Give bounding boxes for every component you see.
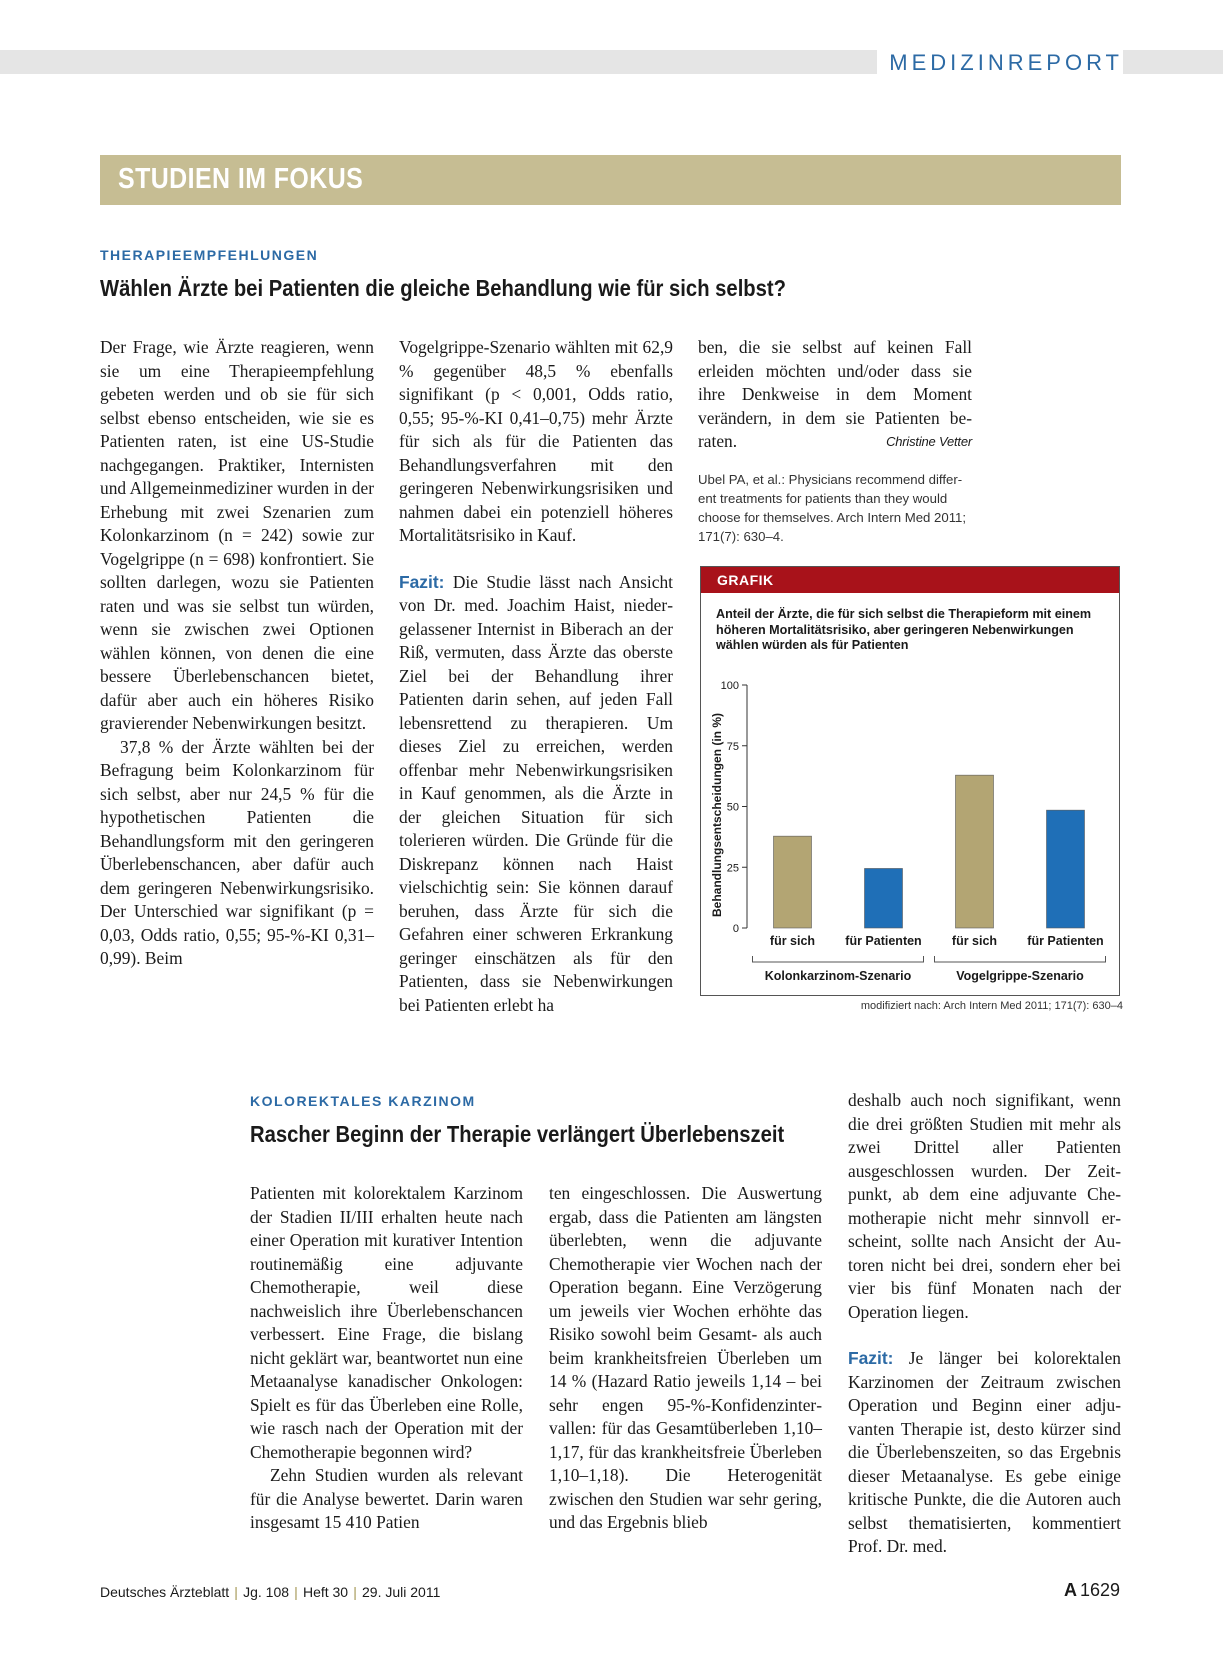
article1-column-2 <box>399 336 673 1017</box>
article1-paragraph: Der Frage, wie Ärzte reagieren, wenn sie um eine Therapieempfehlung gebeten werden und ob sie für sich selbst ebenso entscheiden, wie sie es Patienten raten, ist eine US-Studie nachgegangen. Praktiker, Internisten und Allgemeinmediziner wurden in der Erhebung mit zwei Szenarien zum Kolonkarzinom (n = 242) sowie zur Vogelgrippe (n = 698) konfrontiert. Sie sollten darlegen, wozu sie Patienten raten und was sie selbst tun würden, wenn sie zwischen zwei Optionen wählen können, von denen die eine bessere Überlebenschancen bietet, dafür aber auch ein höheres Risiko gravierender Nebenwirkungen besitzt. <box>100 337 374 733</box>
bar <box>865 868 903 928</box>
x-tick-label: für sich <box>951 934 998 948</box>
section-banner <box>100 155 1121 205</box>
reference: Ubel PA, et al.: Physicians recommend different treatments for patients than they would choose for themselves. Arch Intern Med 2011; 171(7): 630–4. <box>698 471 967 544</box>
article2-kicker: KOLOREKTALES KARZINOM <box>250 1093 476 1109</box>
y-tick-label: 25 <box>726 862 739 875</box>
footer-separator: | <box>294 1584 298 1600</box>
article2-column-1 <box>250 1182 523 1535</box>
section-label: MEDIZINREPORT <box>877 50 1123 74</box>
article2-fazit <box>848 1347 1121 1559</box>
fazit-text: Je länger bei kolorektalen Karzinomen der Zeitraum zwischen Operation und Beginn einer adjuvanten Therapie ist, desto kürzer sind die Überlebenszeiten, so das Ergebnis dieser Metaanalyse. Es gebe einige kritische Punkte, die die Autoren auch selbst thematisierten, kommentiert Prof. Dr. med. <box>848 1348 1121 1556</box>
footer-separator: | <box>353 1584 358 1600</box>
article2-paragraph: deshalb auch noch signifikant, wenn die drei größten Studien mit mehr als zwei Drittel aller Patienten ausgeschlossen wurden. Der Zeitpunkt, ab dem eine adjuvante Chemotherapie nicht mehr sinnvoll erscheint, sollte nach Ansicht der Autoren nicht bei drei, sondern eher bei vier bis fünf Monaten nach der Operation liegen. <box>848 1090 1121 1322</box>
author-name: Christine Vetter <box>886 434 972 449</box>
x-tick-label: für sich <box>769 934 816 948</box>
page-number-value: 1629 <box>1079 1580 1120 1600</box>
y-axis-label: Behandlungsentscheidungen (in %) <box>710 712 725 918</box>
article1-headline: Wählen Ärzte bei Patienten die gleiche Behandlung wie für sich selbst? <box>100 275 787 301</box>
fazit-label: Fazit: <box>399 571 445 592</box>
footer-separator: | <box>234 1584 239 1600</box>
article2-column-3 <box>848 1089 1121 1559</box>
fazit-text: Die Studie lässt nach Ansicht von Dr. med. Joachim Haist, niedergelassener Internist in Biberach an der Riß, vermuten, dass Ärzte das oberste Ziel bei der Behandlung ihrer Patienten darin sehen, auf jeden Fall lebensrettend zu therapieren. Um dieses Ziel zu erreichen, werden offenbar mehr Nebenwirkungsrisiken in Kauf genommen, als die Ärzte in der gleichen Situation für sich tolerieren würden. Die Gründe für die Diskrepanz können nach Haist vielschichtig sein: Sie können darauf beruhen, dass Ärzte für sich die Gefahren einer schweren Erkrankung geringer einschätzen als für den Patienten, dass sie Nebenwirkungen bei Patienten erlebt ha <box>399 571 673 1015</box>
article1-kicker: THERAPIEEMPFEHLUNGEN <box>100 247 319 263</box>
footer-date: 29. Juli 2011 <box>362 1584 441 1600</box>
page-number <box>1064 1580 1120 1601</box>
bar <box>1047 810 1085 928</box>
x-tick-label: für Patienten <box>1027 934 1104 948</box>
article2-headline: Rascher Beginn der Therapie verlängert Überlebenszeit <box>250 1121 785 1147</box>
footer-citation <box>100 1584 440 1600</box>
group-bracket <box>753 956 924 962</box>
chart-title: Anteil der Ärzte, die für sich selbst die Therapieform mit einem höheren Mortalitätsrisiko, aber geringeren Nebenwirkungen wählen würden als für Patienten <box>716 607 1092 652</box>
article2-paragraph: Zehn Studien wurden als relevant für die Analyse bewertet. Darin waren insgesamt 15 410 Patien <box>250 1465 523 1532</box>
footer-issue: Heft 30 <box>302 1584 349 1600</box>
article1-paragraph-text: ben, die sie selbst auf keinen Fall erleiden möchten und/oder dass sie ihre Denkweise in dem Moment verändern, in dem sie Patienten beraten. <box>698 337 972 451</box>
article2-paragraph: ten eingeschlossen. Die Auswertung ergab, dass die Patienten am längsten überlebten, wenn die adjuvante Chemotherapie vier Wochen nach der Operation begann. Eine Verzögerung um jeweils vier Wochen erhöhte das Risiko sowohl beim Gesamt- als auch beim krankheitsfreien Überleben um 14 % (Hazard Ratio jeweils 1,14 – bei sehr engen 95-%-Konfidenzintervallen: für das Gesamtüberleben 1,10–1,17, für das krankheitsfreie Überleben 1,10–1,18). Die Heterogenität zwischen den Studien war sehr gering, und das Ergebnis blieb <box>549 1183 822 1532</box>
grafik-label: GRAFIK <box>701 567 1119 593</box>
footer-journal: Deutsches Ärzteblatt <box>100 1584 230 1600</box>
article1-fazit <box>399 571 673 1018</box>
article1-column-3 <box>698 336 972 546</box>
y-tick-label: 50 <box>726 801 739 814</box>
y-tick-label: 100 <box>720 680 739 692</box>
bar <box>774 836 812 928</box>
bar-chart <box>701 567 1119 995</box>
footer-volume: Jg. 108 <box>243 1584 290 1600</box>
article1-paragraph <box>698 336 972 454</box>
article2-paragraph: Patienten mit kolorektalem Karzinom der Stadien II/III erhalten heute nach einer Operation mit kurativer Intention routinemäßig eine adjuvante Chemotherapie, weil diese nachweislich ihre Überlebenschancen verbessert. Eine Frage, die bislang nicht geklärt war, beantwortet nun eine Metaanalyse kanadischer Onkologen: Spielt es für das Überleben eine Rolle, wie rasch nach der Operation mit der Chemotherapie begonnen wird? <box>250 1183 523 1462</box>
group-label: Vogelgrippe-Szenario <box>956 969 1084 983</box>
article1-paragraph: 37,8 % der Ärzte wählten bei der Befragung beim Kolonkarzinom für sich selbst, aber nur 24,5 % für die hypothetischen Patienten die Behandlungsform mit den geringeren Überlebenschancen, aber dafür auch dem geringeren Nebenwirkungsrisiko. Der Unterschied war signifikant (p = 0,03, Odds ratio, 0,55; 95-%-KI 0,31–0,99). Beim <box>100 736 374 968</box>
grafik-source: modifiziert nach: Arch Intern Med 2011; 171(7): 630–4 <box>860 1000 1123 1012</box>
group-label: Kolonkarzinom-Szenario <box>764 969 912 983</box>
page-prefix: A <box>1063 1580 1077 1600</box>
x-tick-label: für Patienten <box>845 934 922 948</box>
banner-title: STUDIEN IM FOKUS <box>118 163 364 195</box>
article1-paragraph: Vogelgrippe-Szenario wählten mit 62,9 % gegenüber 48,5 % ebenfalls signifikant (p < 0,001, Odds ratio, 0,55; 95-%-KI 0,41–0,75) mehr Ärzte für sich als für die Patienten das Behandlungsverfahren mit den geringeren Nebenwirkungsrisiken und nahmen dabei ein potenziell höheres Mortalitätsrisiko in Kauf. <box>399 337 673 545</box>
group-bracket <box>935 956 1106 962</box>
fazit-label: Fazit: <box>848 1348 894 1368</box>
y-tick-label: 0 <box>732 923 739 935</box>
grafik-box <box>700 566 1120 996</box>
y-tick-label: 75 <box>726 740 739 753</box>
article2-column-2 <box>549 1182 822 1535</box>
bar <box>956 775 994 928</box>
article1-column-1 <box>100 336 374 971</box>
